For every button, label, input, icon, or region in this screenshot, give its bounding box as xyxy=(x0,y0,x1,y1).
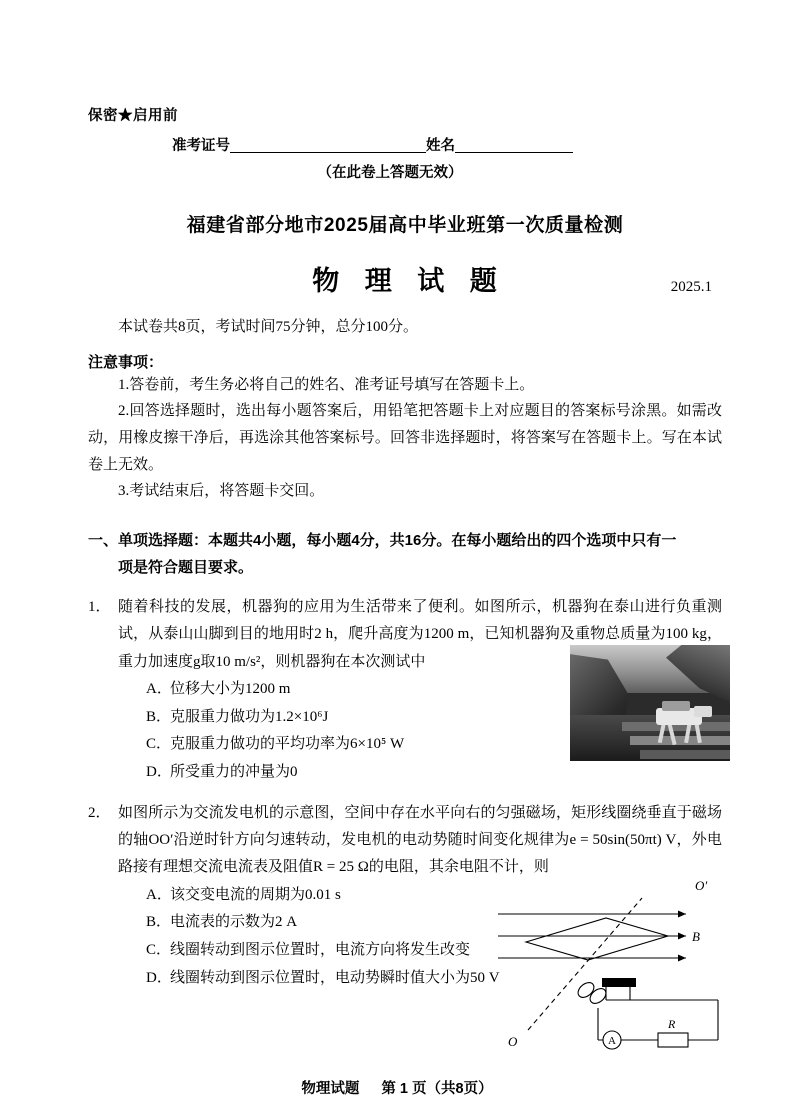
option-label: B． xyxy=(146,914,172,931)
option-label: A． xyxy=(146,886,172,903)
question-1-number: 1． xyxy=(88,598,111,615)
external-circuit xyxy=(598,1000,718,1049)
exam-id-blank[interactable] xyxy=(230,137,426,153)
section-heading-line1: 一、单项选择题：本题共4小题，每小题4分，共16分。在每小题给出的四个选项中只有一 xyxy=(88,531,677,549)
name-blank[interactable] xyxy=(455,137,573,153)
notice-item: 2.回答选择题时，选出每小题答案后，用铅笔把答题卡上对应题目的答案标号涂黑。如需改动，用橡皮擦干净后，再选涂其他答案标号。回答非选择题时，将答案写在答题卡上。写在本试卷上无效。 xyxy=(88,403,722,473)
photo-step xyxy=(630,736,730,745)
option-label: C． xyxy=(146,736,172,753)
robot-dog-head xyxy=(694,706,712,717)
option-label: C． xyxy=(146,942,172,959)
footer-subject: 物理试题 xyxy=(301,1081,360,1097)
rotation-axis xyxy=(528,898,642,1030)
slip-rings xyxy=(575,978,636,1006)
section-heading-single-choice xyxy=(88,527,722,581)
option-text: 线圈转动到图示位置时，电动势瞬时值大小为50 V xyxy=(170,969,500,986)
paper-date: 2025.1 xyxy=(670,279,712,295)
resistor-label: R xyxy=(668,1017,676,1031)
answer-invalid-note: （在此卷上答题无效） xyxy=(317,165,463,181)
photo-step xyxy=(640,750,730,759)
robot-dog-load xyxy=(662,701,690,711)
paper-subject-title: 物 理 试 题 xyxy=(312,266,506,296)
notice-item: 1.答卷前，考生务必将自己的姓名、准考证号填写在答题卡上。 xyxy=(118,376,535,393)
page-footer xyxy=(0,1077,794,1098)
candidate-id-line xyxy=(88,134,722,155)
option-text: 线圈转动到图示位置时，电流方向将发生改变 xyxy=(170,942,471,959)
axis-bottom-label: O xyxy=(508,1034,518,1049)
field-label: B xyxy=(692,929,700,944)
ac-generator-diagram xyxy=(490,878,740,1060)
question-2-text: 如图所示为交流发电机的示意图，空间中存在水平向右的匀强磁场，矩形线圈绕垂直于磁场的轴OO′沿逆时针方向匀速转动，发电机的电动势随时间变化规律为e = 50sin(50πt) V，外电路接有理想交流电流表及阻值R = 25 Ω的电阻，其余电阻不计，则 xyxy=(118,804,722,876)
option-label: B． xyxy=(146,708,172,725)
footer-page-number: 第 1 页（共8页） xyxy=(381,1081,493,1097)
rectangular-coil xyxy=(526,918,668,960)
question-1-option-d[interactable] xyxy=(88,759,722,787)
option-text: 该交变电流的周期为0.01 s xyxy=(170,886,341,903)
option-label: D． xyxy=(146,969,172,986)
question-2 xyxy=(88,800,722,882)
option-text: 位移大小为1200 m xyxy=(170,680,291,697)
option-text: 克服重力做功为1.2×10⁶J xyxy=(170,708,329,725)
question-2-number: 2． xyxy=(88,804,111,821)
exam-id-label: 准考证号 xyxy=(172,138,230,154)
axis-top-label: O′ xyxy=(695,878,708,893)
section-heading-line2: 项是符合题目要求。 xyxy=(118,558,254,576)
notice-heading: 注意事项： xyxy=(88,353,164,371)
confidential-label: 保密★启用前 xyxy=(88,108,178,124)
option-text: 克服重力做功的平均功率为6×10⁵ W xyxy=(170,736,405,753)
paper-lead-text: 本试卷共8页，考试时间75分钟，总分100分。 xyxy=(118,319,419,335)
ammeter-label: A xyxy=(608,1035,616,1047)
magnetic-field-lines xyxy=(498,911,686,962)
name-label: 姓名 xyxy=(426,138,455,154)
option-text: 所受重力的冲量为0 xyxy=(170,764,298,781)
question-1-text: 随着科技的发展，机器狗的应用为生活带来了便利。如图所示，机器狗在泰山进行负重测试，从泰山山脚到目的地用时2 h，爬升高度为1200 m，已知机器狗及重物总质量为100 kg，重力加速度g取10 m/s²，则机器狗在本次测试中 xyxy=(118,598,722,670)
option-text: 电流表的示数为2 A xyxy=(170,914,298,931)
option-label: D． xyxy=(146,764,172,781)
paper-title-row xyxy=(88,259,722,299)
notice-item: 3.考试结束后，将答题卡交回。 xyxy=(118,483,325,500)
robot-dog-photo xyxy=(570,645,730,761)
option-label: A． xyxy=(146,680,172,697)
page-title: 福建省部分地市2025届高中毕业班第一次质量检测 xyxy=(186,215,624,236)
